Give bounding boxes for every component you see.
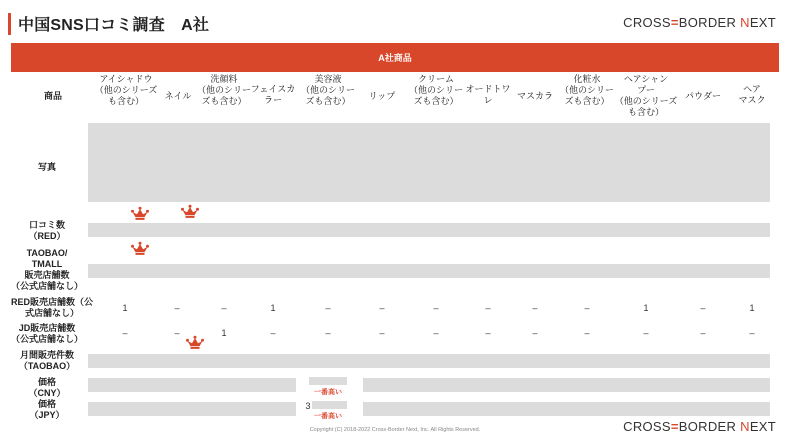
crown-icon xyxy=(186,335,204,350)
price-jpy-partial-value: 3 xyxy=(305,401,311,411)
title-accent-bar xyxy=(8,13,11,35)
jd-stores-cell: 1 xyxy=(221,328,227,338)
red-stores-cell: – xyxy=(174,303,180,313)
column-header-mascara: マスカラ xyxy=(516,91,553,101)
column-header-lotion: 化粧水 （他のシリー ズも含む） xyxy=(559,74,614,106)
reviews-bar xyxy=(88,223,770,237)
jd-stores-cell: – xyxy=(643,328,649,338)
red-stores-cell: 1 xyxy=(643,303,649,313)
brand-logo-top: CROSS=BORDER NEXT xyxy=(623,15,776,30)
red-stores-cell: – xyxy=(700,303,706,313)
jd-stores-cell: – xyxy=(584,328,590,338)
row-header-red-stores: RED販売店舗数（公 式店舗なし） xyxy=(10,297,93,318)
column-header-nail: ネイル xyxy=(164,91,192,101)
row-header-jd-stores: JD販売店舗数 （公式店舗なし） xyxy=(10,323,83,344)
column-header-eyeshadow: アイシャドウ （他のシリーズ も含む） xyxy=(94,74,158,106)
row-header-price-jpy: 価格 （JPY） xyxy=(29,399,65,420)
brand-logo-bottom: CROSS=BORDER NEXT xyxy=(623,419,776,434)
jd-stores-cell: – xyxy=(700,328,706,338)
price-jpy-bar-right xyxy=(363,402,770,416)
monthly-sales-bar xyxy=(88,354,770,368)
column-header-product: 商品 xyxy=(43,91,62,101)
column-header-hair-shampoo: ヘアシャン プー （他のシリーズ も含む） xyxy=(614,74,678,117)
section-header-label: A社商品 xyxy=(378,53,412,63)
jd-stores-cell: – xyxy=(749,328,755,338)
photo-placeholder xyxy=(88,123,770,202)
red-stores-cell: – xyxy=(433,303,439,313)
row-header-monthly-sales: 月間販売件数 （TAOBAO） xyxy=(18,350,76,371)
jd-stores-cell: – xyxy=(270,328,276,338)
crown-icon xyxy=(131,241,149,256)
column-header-eau-de-toilette: オードトワ レ xyxy=(465,84,511,105)
section-header-band xyxy=(11,43,779,72)
crown-icon xyxy=(181,204,199,219)
red-stores-cell: – xyxy=(532,303,538,313)
red-stores-cell: – xyxy=(584,303,590,313)
red-stores-cell: – xyxy=(325,303,331,313)
jd-stores-cell: – xyxy=(379,328,385,338)
column-header-lip: リップ xyxy=(368,91,396,101)
red-stores-cell: 1 xyxy=(122,303,128,313)
red-stores-cell: – xyxy=(379,303,385,313)
copyright-footer: Copyright (C) 2018-2022 Cross-Border Next, Inc. All Rights Reserved. xyxy=(309,427,481,433)
jd-stores-cell: – xyxy=(485,328,491,338)
jd-stores-cell: – xyxy=(325,328,331,338)
row-header-photo: 写真 xyxy=(37,162,56,172)
red-stores-cell: 1 xyxy=(749,303,755,313)
column-header-cream: クリーム （他のシリー ズも含む） xyxy=(408,74,463,106)
page-title: 中国SNS口コミ調査 A社 xyxy=(18,17,210,34)
jd-stores-cell: – xyxy=(174,328,180,338)
column-header-powder: パウダー xyxy=(685,91,721,101)
row-header-reviews: 口コミ数 （RED） xyxy=(28,220,66,241)
jd-stores-cell: – xyxy=(433,328,439,338)
highest-price-note-jpy: 一番高い xyxy=(314,413,342,420)
column-header-hair-mask: ヘア マスク xyxy=(738,84,766,105)
row-header-taobao-stores: TAOBAO/ TMALL 販売店舗数 （公式店舗なし） xyxy=(10,248,83,291)
taobao-stores-bar xyxy=(88,264,770,278)
price-jpy-bar-left xyxy=(88,402,296,416)
highest-price-note-cny: 一番高い xyxy=(314,389,342,396)
column-header-face-color: フェイスカ ラー xyxy=(250,84,296,105)
red-stores-cell: – xyxy=(485,303,491,313)
price-cny-bar-serum xyxy=(309,377,347,385)
row-header-price-cny: 価格 （CNY） xyxy=(28,377,66,398)
jd-stores-cell: – xyxy=(122,328,128,338)
red-stores-cell: – xyxy=(221,303,227,313)
price-cny-bar-left xyxy=(88,378,296,392)
crown-icon xyxy=(131,206,149,221)
column-header-serum: 美容液 （他のシリー ズも含む） xyxy=(300,74,355,106)
jd-stores-cell: – xyxy=(532,328,538,338)
column-header-face-wash: 洗顔料 （他のシリー ズも含む） xyxy=(196,74,251,106)
price-cny-bar-right xyxy=(363,378,770,392)
red-stores-cell: 1 xyxy=(270,303,276,313)
